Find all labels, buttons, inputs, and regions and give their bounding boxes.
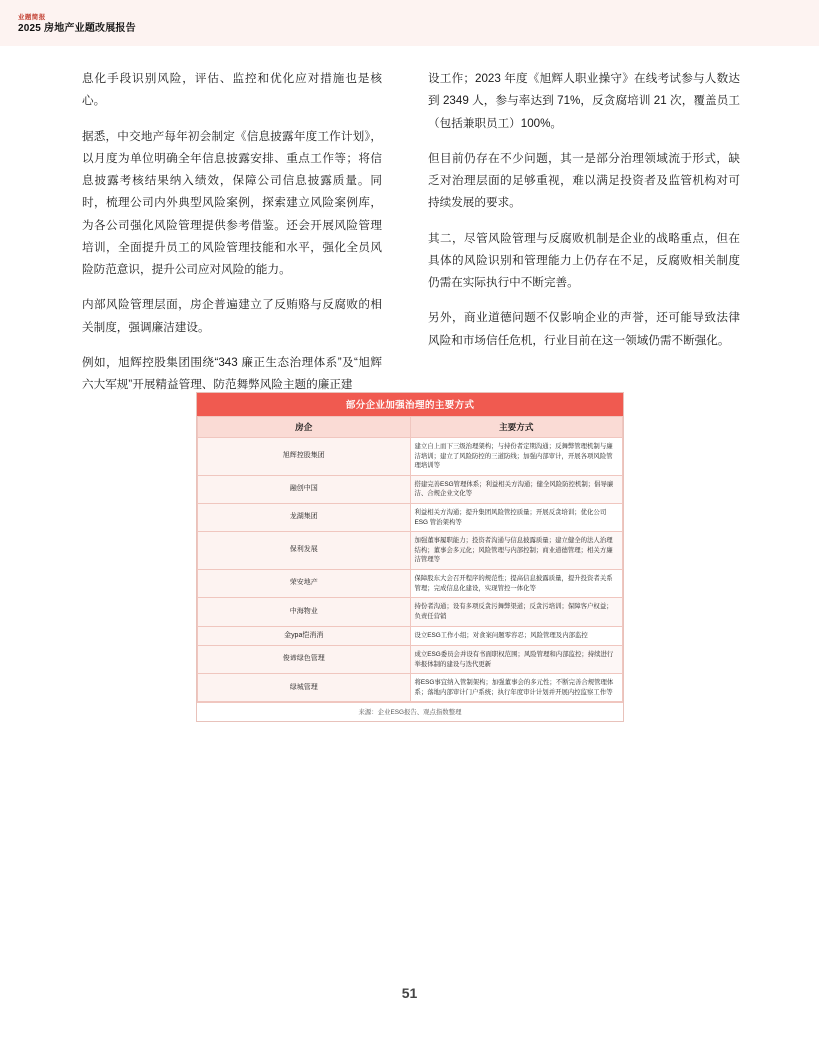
table-row bbox=[198, 570, 623, 598]
right-text-column bbox=[428, 68, 740, 365]
report-logo bbox=[18, 14, 136, 35]
paragraph: 息化手段识别风险，评估、监控和优化应对措施也是核心。 bbox=[82, 72, 382, 108]
paragraph: 设工作；2023 年度《旭辉人职业操守》在线考试参与人数达到 2349 人，参与率达到 71%，反贪腐培训 21 次，覆盖员工（包括兼职员工）100%。 bbox=[428, 72, 740, 130]
table-head bbox=[198, 417, 623, 438]
governance-table bbox=[197, 393, 623, 702]
left-text-column bbox=[82, 68, 382, 409]
cell-company: 龙湖集团 bbox=[198, 504, 411, 532]
column-header-company: 房企 bbox=[198, 417, 411, 438]
table-source-note: 来源：企业ESG报告、观点指数整理 bbox=[197, 702, 623, 721]
cell-company: 绿城管理 bbox=[198, 674, 411, 702]
paragraph: 另外，商业道德问题不仅影响企业的声誉，还可能导致法律风险和市场信任危机，行业目前在这一领域仍需不断强化。 bbox=[428, 311, 740, 347]
table-title: 部分企业加强治理的主要方式 bbox=[197, 393, 623, 416]
table-row bbox=[198, 475, 623, 503]
cell-company: 金ура恺消消 bbox=[198, 626, 411, 646]
table-row bbox=[198, 626, 623, 646]
cell-method: 保障股东大会召开程序的规范性；提高信息披露质量，提升投资者关系管理；完成信息化建设，实现管控一体化等 bbox=[410, 570, 623, 598]
paragraph: 其二，尽管风险管理与反腐败机制是企业的战略重点，但在具体的风险识别和管理能力上仍存在不足，反腐败相关制度仍需在实际执行中不断完善。 bbox=[428, 231, 740, 289]
cell-company: 保利发展 bbox=[198, 532, 411, 570]
page-number: 51 bbox=[401, 985, 418, 1001]
governance-table-container bbox=[196, 392, 624, 722]
table-row bbox=[198, 674, 623, 702]
table-row bbox=[198, 504, 623, 532]
logo-line-1: 业题简报 bbox=[18, 14, 46, 21]
paragraph: 例如，旭辉控股集团围绕“343 廉正生态治理体系”及“旭辉六大军规”开展精益管理、防范舞弊风险主题的廉正建 bbox=[82, 355, 382, 391]
cell-method: 加强董事履职能力；投资者沟通与信息披露质量；建立健全的法人治理结构；董事会多元化；风险管理与内部控制；商业道德管理；相关方廉洁管理等 bbox=[410, 532, 623, 570]
cell-company: 融创中国 bbox=[198, 475, 411, 503]
cell-method: 持份者沟通；设有多项反贪污舞弊渠道；反贪污培训；保障客户权益；负责任营销 bbox=[410, 598, 623, 626]
table-row bbox=[198, 646, 623, 674]
cell-company: 中海物业 bbox=[198, 598, 411, 626]
cell-method: 设立ESG工作小组；对食案问题零容忍；风险管理及内部监控 bbox=[410, 626, 623, 646]
paragraph: 据悉，中交地产每年初会制定《信息披露年度工作计划》，以月度为单位明确全年信息披露安排、重点工作等；将信息披露考核结果纳入绩效，保障公司信息披露质量。同时，梳理公司内外典型风险案例，探索建立风险案例库，为各公司强化风险管理提供参考借鉴。还会开展风险管理培训，全面提升员工的风险管理技能和水平，强化全员风险防范意识，提升公司应对风险的能力。 bbox=[82, 129, 382, 276]
table-row bbox=[198, 438, 623, 476]
table-body bbox=[198, 438, 623, 702]
cell-method: 成立ESG委员会并设有书面职权范围；风险管理和内部监控；持续进行举报体制的建设与迭代更新 bbox=[410, 646, 623, 674]
table-header-row bbox=[198, 417, 623, 438]
paragraph: 但目前仍存在不少问题，其一是部分治理领域流于形式，缺乏对治理层面的足够重视，难以满足投资者及监管机构对可持续发展的要求。 bbox=[428, 151, 740, 210]
table-row bbox=[198, 532, 623, 570]
cell-method: 利益相关方沟通；提升集团风险管控质量；开展反贪培训；优化公司 ESG 管治架构等 bbox=[410, 504, 623, 532]
cell-method: 建立自上而下三级治理架构；与持份者定期沟通；反舞弊管理机制与廉洁培训；建立了风险防控的三道防线；加强内部审计，开展各项风险管理培训等 bbox=[410, 438, 623, 476]
column-header-method: 主要方式 bbox=[410, 417, 623, 438]
logo-line-2: 2025 房地产业题改展报告 bbox=[18, 23, 136, 35]
table-row bbox=[198, 598, 623, 626]
paragraph: 内部风险管理层面，房企普遍建立了反贿赂与反腐败的相关制度，强调廉洁建设。 bbox=[82, 298, 382, 334]
cell-company: 旭辉控股集团 bbox=[198, 438, 411, 476]
cell-method: 搭建完善ESG管理体系；利益相关方沟通；健全风险防控机制；倡导廉洁、合规企业文化等 bbox=[410, 475, 623, 503]
page-header bbox=[0, 0, 819, 46]
cell-company: 荣安地产 bbox=[198, 570, 411, 598]
cell-company: 俊谛绿色管理 bbox=[198, 646, 411, 674]
cell-method: 将ESG事宜纳入管制架构；加强董事会的多元性；不断完善合规管理体系；落地内部审计门户系统；执行年度审计计划并开展内控监察工作等 bbox=[410, 674, 623, 702]
